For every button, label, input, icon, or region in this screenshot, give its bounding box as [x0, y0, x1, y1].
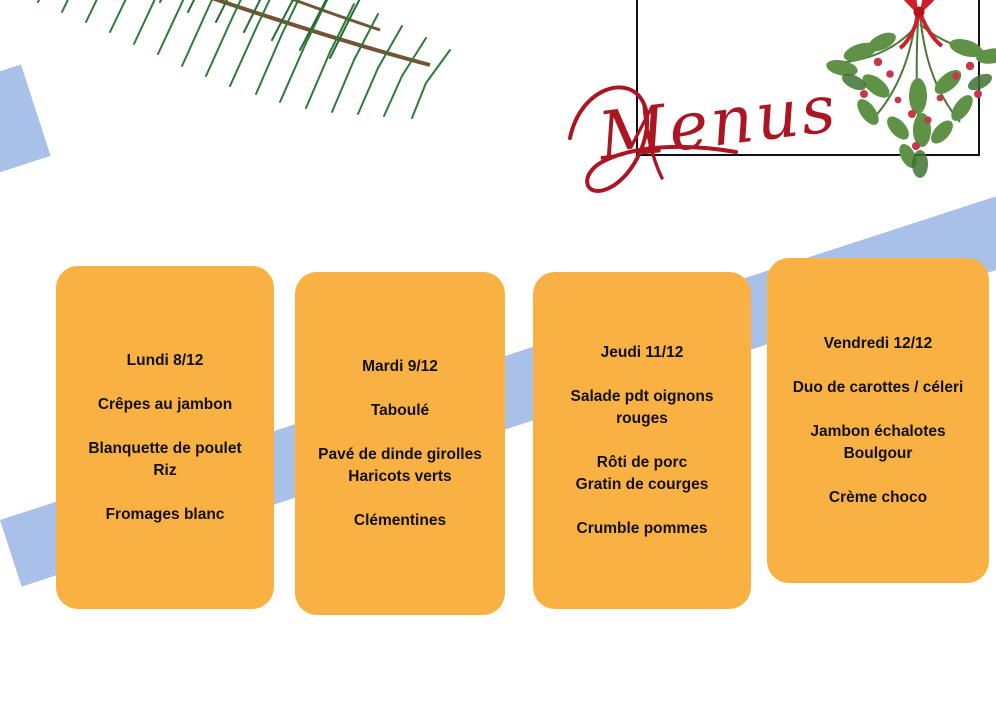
menu-item: Jambon échalotes: [810, 422, 946, 440]
menu-course: [571, 386, 714, 430]
menu-course: [354, 510, 446, 532]
menu-item: Blanquette de poulet: [88, 439, 242, 457]
menu-course: [576, 452, 709, 496]
menu-item: Haricots verts: [348, 467, 452, 485]
menu-course: [577, 518, 708, 540]
menu-day: Lundi 8/12: [126, 351, 204, 369]
menu-course: [793, 377, 964, 399]
menu-item: Clémentines: [353, 511, 447, 529]
menu-course: [88, 438, 241, 482]
menu-item: Salade pdt oignons: [570, 387, 714, 405]
menu-item: Gratin de courges: [575, 475, 709, 493]
menu-day: Mardi 9/12: [362, 357, 438, 375]
menu-item: Crumble pommes: [576, 519, 708, 537]
menu-course: [106, 504, 225, 526]
menu-day: Vendredi 12/12: [823, 334, 933, 352]
menu-item: Rôti de porc: [596, 453, 688, 471]
menu-day: Jeudi 11/12: [600, 343, 684, 361]
menu-course: [829, 487, 927, 509]
menu-item: Taboulé: [370, 401, 430, 419]
menu-item: rouges: [616, 409, 668, 427]
menu-item: Crêpes au jambon: [97, 395, 233, 413]
menu-course: [810, 421, 945, 465]
menu-item: Riz: [153, 461, 177, 479]
page-title-text: Menus: [594, 69, 843, 176]
menu-card: [767, 258, 989, 583]
menu-course: [98, 394, 232, 416]
menu-item: Fromages blanc: [105, 505, 225, 523]
menu-course: [318, 444, 482, 488]
menu-item: Crème choco: [828, 488, 928, 506]
menu-card: [533, 272, 751, 609]
menu-course: [371, 400, 429, 422]
menu-card: [56, 266, 274, 609]
menu-item: Duo de carottes / céleri: [792, 378, 964, 396]
menu-item: Boulgour: [843, 444, 913, 462]
menu-card: [295, 272, 505, 615]
menu-item: Pavé de dinde girolles: [318, 445, 482, 463]
